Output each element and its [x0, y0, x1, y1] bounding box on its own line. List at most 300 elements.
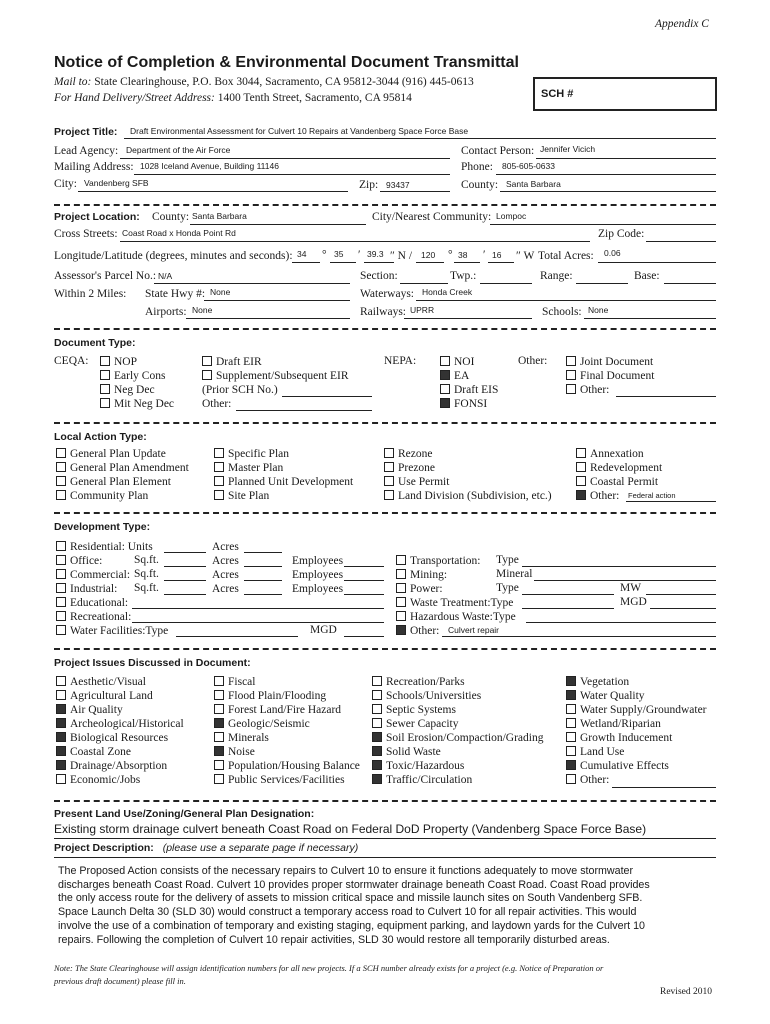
checkbox[interactable]: [56, 476, 66, 486]
checkbox-row[interactable]: [56, 703, 184, 717]
lon-min-field[interactable]: [454, 262, 480, 263]
checkbox-label: Water Facilities:: [70, 625, 146, 637]
employees-field[interactable]: [344, 594, 384, 595]
other-doc-field[interactable]: [616, 396, 716, 397]
checkbox-row[interactable]: [100, 397, 174, 411]
checkbox[interactable]: [214, 676, 224, 686]
checkbox-row[interactable]: [384, 447, 552, 461]
base-field[interactable]: [664, 283, 716, 284]
phone-value: 805-605-0633: [502, 161, 555, 171]
hand-delivery-label: For Hand Delivery/Street Address:: [54, 92, 215, 104]
water-type-field[interactable]: [176, 636, 298, 637]
hwy-label: State Hwy #:: [145, 288, 206, 300]
checkbox-row[interactable]: [566, 773, 707, 787]
zip-code-field[interactable]: [646, 241, 716, 242]
checkbox-label: FONSI: [454, 398, 488, 410]
lead-agency-field[interactable]: [120, 158, 450, 159]
schools-field[interactable]: [584, 318, 716, 319]
checkbox-label: Coastal Permit: [590, 476, 659, 488]
checkbox-label: Traffic/Circulation: [386, 774, 473, 786]
contact-label: Contact Person:: [461, 145, 535, 157]
checkbox-label: Flood Plain/Flooding: [228, 690, 327, 702]
checkbox[interactable]: [372, 704, 382, 714]
checkbox-label: Biological Resources: [70, 732, 169, 744]
checkbox-row[interactable]: [566, 703, 707, 717]
checkbox-label: Soil Erosion/Compaction/Grading: [386, 732, 544, 744]
waste-type-field[interactable]: [522, 608, 614, 609]
checkbox[interactable]: [214, 732, 224, 742]
checkbox-row[interactable]: [214, 759, 360, 773]
cross-streets-value: Coast Road x Honda Point Rd: [122, 228, 236, 238]
hazardous-type-field[interactable]: [526, 622, 716, 623]
land-use-field[interactable]: [54, 838, 716, 839]
section-label: Section:: [360, 270, 398, 282]
checkbox-row[interactable]: [214, 675, 360, 689]
lon-sec-field[interactable]: [488, 262, 514, 263]
checkbox[interactable]: [202, 356, 212, 366]
checkbox[interactable]: [56, 555, 66, 565]
sch-box[interactable]: [533, 77, 717, 111]
checkbox-checked[interactable]: [56, 746, 66, 756]
project-location-label: Project Location:: [54, 211, 140, 223]
checkbox-row[interactable]: [372, 773, 543, 787]
checkbox-checked[interactable]: [566, 760, 576, 770]
checkbox-row[interactable]: [202, 355, 349, 369]
checkbox-label: EA: [454, 370, 470, 382]
checkbox-checked[interactable]: [576, 490, 586, 500]
checkbox-label: General Plan Update: [70, 448, 166, 460]
checkbox-row[interactable]: [566, 675, 707, 689]
checkbox-row[interactable]: [100, 369, 174, 383]
checkbox[interactable]: [576, 448, 586, 458]
checkbox-checked[interactable]: [56, 760, 66, 770]
zip-field[interactable]: [380, 191, 450, 192]
ceqa-other-field[interactable]: [236, 410, 372, 411]
transport-type-label: Type: [496, 554, 519, 566]
checkbox-label: Cumulative Effects: [580, 760, 669, 772]
acres-field[interactable]: [244, 552, 282, 553]
dev-other-field[interactable]: [442, 636, 716, 637]
revised-label: Revised 2010: [660, 987, 712, 997]
checkbox[interactable]: [214, 490, 224, 500]
checkbox[interactable]: [396, 583, 406, 593]
checkbox-row[interactable]: [566, 731, 707, 745]
checkbox-row[interactable]: [56, 717, 184, 731]
checkbox[interactable]: [56, 462, 66, 472]
checkbox-label: Septic Systems: [386, 704, 456, 716]
development-type-label: Development Type:: [54, 521, 151, 533]
checkbox-row[interactable]: [56, 624, 168, 638]
checkbox-label: Coastal Zone: [70, 746, 131, 758]
checkbox-row[interactable]: [56, 540, 168, 554]
lead-agency-value: Department of the Air Force: [126, 145, 231, 155]
other-col: [566, 355, 654, 397]
checkbox-label: Growth Inducement: [580, 732, 673, 744]
checkbox-label: Aesthetic/Visual: [70, 676, 146, 688]
checkbox-row[interactable]: [566, 745, 707, 759]
checkbox[interactable]: [214, 690, 224, 700]
local-action-other-field[interactable]: [626, 501, 716, 502]
checkbox-label: Economic/Jobs: [70, 774, 141, 786]
water-mgd-field[interactable]: [344, 636, 384, 637]
checkbox-row[interactable]: [214, 447, 353, 461]
checkbox-row[interactable]: [372, 759, 543, 773]
hand-delivery-address: 1400 Tenth Street, Sacramento, CA 95814: [217, 92, 412, 104]
checkbox-row[interactable]: [372, 703, 543, 717]
employees-label: Employees: [292, 555, 344, 567]
checkbox-row[interactable]: [100, 383, 174, 397]
railways-label: Railways:: [360, 306, 406, 318]
checkbox-row[interactable]: [56, 675, 184, 689]
mineral-field[interactable]: [534, 580, 716, 581]
issues-col2: [214, 675, 360, 787]
schools-label: Schools:: [542, 306, 582, 318]
description-hint: (please use a separate page if necessary): [162, 842, 359, 854]
checkbox-label: General Plan Amendment: [70, 462, 189, 474]
checkbox-row[interactable]: [576, 461, 662, 475]
location-county-field[interactable]: [190, 224, 366, 225]
checkbox-checked[interactable]: [440, 370, 450, 380]
waterways-field[interactable]: [416, 300, 716, 301]
checkbox[interactable]: [566, 356, 576, 366]
total-acres-field[interactable]: [598, 262, 716, 263]
checkbox[interactable]: [214, 448, 224, 458]
checkbox-label: Draft EIS: [454, 384, 499, 396]
checkbox-checked[interactable]: [56, 732, 66, 742]
checkbox[interactable]: [100, 356, 110, 366]
checkbox[interactable]: [372, 690, 382, 700]
checkbox-row[interactable]: [214, 489, 353, 503]
type-label: Type: [490, 597, 514, 609]
checkbox-row[interactable]: [396, 596, 516, 610]
checkbox[interactable]: [384, 448, 394, 458]
description-line: the only access route for the delivery of assets to mission critical space and missile launch sites on South Vandenberg SFB.: [58, 892, 643, 905]
issues-other-field[interactable]: [612, 787, 716, 788]
checkbox-label: Fiscal: [228, 676, 256, 688]
checkbox-checked[interactable]: [214, 718, 224, 728]
checkbox-row[interactable]: [214, 689, 360, 703]
checkbox[interactable]: [100, 398, 110, 408]
checkbox[interactable]: [100, 384, 110, 394]
checkbox-label: Recreation/Parks: [386, 676, 465, 688]
checkbox[interactable]: [56, 676, 66, 686]
divider: [54, 422, 716, 424]
waterways-value: Honda Creek: [422, 287, 473, 297]
checkbox-row[interactable]: [384, 475, 552, 489]
acres-labels: [212, 540, 239, 596]
city-label: City:: [54, 178, 78, 190]
checkbox-row[interactable]: [372, 717, 543, 731]
checkbox-row[interactable]: [56, 689, 184, 703]
checkbox[interactable]: [566, 774, 576, 784]
commercial-sqft-field[interactable]: [164, 580, 206, 581]
acres-field[interactable]: [244, 566, 282, 567]
checkbox-label: Annexation: [590, 448, 644, 460]
checkbox-label: Commercial:: [70, 569, 131, 581]
checkbox-checked[interactable]: [440, 398, 450, 408]
lon-deg-field[interactable]: [416, 262, 444, 263]
checkbox-row[interactable]: [372, 745, 543, 759]
checkbox-row[interactable]: [566, 717, 707, 731]
note-line: Note: The State Clearinghouse will assign identification numbers for all new projects. If a SCH number already exists for a project (e.g. Notice of Preparation or: [54, 963, 604, 973]
section-field[interactable]: [400, 283, 448, 284]
checkbox[interactable]: [56, 569, 66, 579]
local-action-col3: [384, 447, 552, 503]
checkbox[interactable]: [214, 462, 224, 472]
checkbox-checked[interactable]: [372, 732, 382, 742]
checkbox-checked[interactable]: [56, 718, 66, 728]
checkbox-label: Rezone: [398, 448, 433, 460]
educational-field[interactable]: [132, 608, 384, 609]
recreational-field[interactable]: [132, 622, 384, 623]
checkbox-row[interactable]: [566, 369, 654, 383]
checkbox-row[interactable]: [214, 773, 360, 787]
checkbox-label: Land Use: [580, 746, 625, 758]
prior-sch-label: (Prior SCH No.): [202, 384, 278, 396]
checkbox[interactable]: [440, 356, 450, 366]
description-header: [54, 842, 358, 854]
checkbox[interactable]: [396, 597, 406, 607]
checkbox-row[interactable]: [566, 383, 654, 397]
airports-field[interactable]: [186, 318, 350, 319]
checkbox-row[interactable]: [214, 745, 360, 759]
checkbox[interactable]: [56, 448, 66, 458]
checkbox-checked[interactable]: [214, 746, 224, 756]
checkbox-label: Office:: [70, 555, 103, 567]
land-use-label: Present Land Use/Zoning/General Plan Designation:: [54, 808, 315, 820]
mw-field[interactable]: [646, 594, 716, 595]
project-title-field[interactable]: [124, 138, 716, 139]
power-type-label: Type: [496, 582, 519, 594]
checkbox-checked[interactable]: [372, 746, 382, 756]
description-line: involve the use of a combination of temporary and existing staging, equipment parking, and laydown yards for the Culvert 10: [58, 919, 645, 932]
checkbox[interactable]: [214, 760, 224, 770]
checkbox-checked[interactable]: [566, 676, 576, 686]
mailing-field[interactable]: [134, 174, 450, 175]
location-county-label: County:: [152, 211, 190, 223]
acres-label: Acres: [212, 555, 239, 567]
checkbox-row[interactable]: [56, 461, 189, 475]
apn-value: N/A: [158, 271, 173, 281]
checkbox-row[interactable]: [566, 759, 707, 773]
checkbox-row[interactable]: [56, 773, 184, 787]
description-line: Space Launch Delta 30 (SLD 30) would construct a temporary access road to Culvert 10 for all repair activities. This would: [58, 906, 637, 919]
checkbox-row[interactable]: [440, 383, 498, 397]
type-label: Type: [145, 625, 169, 637]
document-type-label: Document Type:: [54, 337, 136, 349]
community-field[interactable]: [490, 224, 716, 225]
note-line: previous draft document) please fill in.: [54, 976, 186, 986]
cross-streets-field[interactable]: [120, 241, 590, 242]
checkbox[interactable]: [372, 676, 382, 686]
checkbox-row[interactable]: [372, 731, 543, 745]
checkbox[interactable]: [56, 583, 66, 593]
checkbox-row[interactable]: [56, 489, 189, 503]
checkbox-row[interactable]: [56, 745, 184, 759]
office-sqft-label: Sq.ft.: [134, 554, 159, 566]
mail-to-label: Mail to:: [54, 76, 92, 88]
checkbox[interactable]: [384, 476, 394, 486]
checkbox-row[interactable]: [576, 475, 662, 489]
prior-sch-field[interactable]: [282, 396, 372, 397]
checkbox[interactable]: [372, 718, 382, 728]
checkbox[interactable]: [566, 704, 576, 714]
checkbox[interactable]: [56, 490, 66, 500]
lat-deg: 34: [297, 249, 307, 259]
mineral-label: Mineral: [496, 568, 533, 580]
phone-label: Phone:: [461, 161, 493, 173]
checkbox-row[interactable]: [384, 461, 552, 475]
checkbox-checked[interactable]: [396, 625, 406, 635]
acres-field[interactable]: [244, 580, 282, 581]
county-value: Santa Barbara: [506, 179, 561, 189]
checkbox-checked[interactable]: [56, 704, 66, 714]
divider: [54, 512, 716, 514]
checkbox[interactable]: [214, 774, 224, 784]
ceqa-col2: [202, 355, 349, 411]
checkbox-checked[interactable]: [372, 774, 382, 784]
checkbox-label: Mit Neg Dec: [114, 398, 175, 410]
airports-value: None: [192, 305, 213, 315]
employees-field[interactable]: [344, 580, 384, 581]
airports-label: Airports:: [145, 306, 187, 318]
lat-min-field[interactable]: [330, 262, 356, 263]
checkbox[interactable]: [214, 476, 224, 486]
checkbox[interactable]: [202, 370, 212, 380]
ceqa-other-label: Other:: [202, 398, 232, 410]
checkbox[interactable]: [384, 490, 394, 500]
checkbox[interactable]: [440, 384, 450, 394]
checkbox[interactable]: [56, 690, 66, 700]
checkbox[interactable]: [576, 462, 586, 472]
phone-field[interactable]: [496, 174, 716, 175]
checkbox-row[interactable]: [56, 731, 184, 745]
checkbox[interactable]: [56, 611, 66, 621]
total-acres-value: 0.06: [604, 248, 621, 258]
contact-field[interactable]: [536, 158, 716, 159]
waste-mgd-field[interactable]: [650, 608, 716, 609]
sch-label: SCH #: [541, 88, 574, 100]
issues-col4: [566, 675, 707, 787]
checkbox-label: Hazardous Waste:: [410, 611, 493, 623]
checkbox-row[interactable]: [100, 355, 174, 369]
industrial-sqft-field[interactable]: [164, 594, 206, 595]
checkbox[interactable]: [384, 462, 394, 472]
local-action-col2: [214, 447, 353, 503]
checkbox-row[interactable]: [202, 369, 349, 383]
checkbox-row[interactable]: [566, 689, 707, 703]
checkbox-label: Residential: Units: [70, 541, 153, 553]
checkbox-row[interactable]: [214, 703, 360, 717]
clearinghouse-note: [54, 962, 603, 988]
checkbox-row[interactable]: [440, 355, 498, 369]
checkbox-row[interactable]: [372, 689, 543, 703]
checkbox-label: Air Quality: [70, 704, 123, 716]
checkbox[interactable]: [100, 370, 110, 380]
checkbox-checked[interactable]: [372, 760, 382, 770]
checkbox[interactable]: [566, 732, 576, 742]
checkbox[interactable]: [576, 476, 586, 486]
units-field[interactable]: [164, 552, 206, 553]
range-field[interactable]: [576, 283, 628, 284]
checkbox-row[interactable]: [440, 369, 498, 383]
checkbox-row[interactable]: [440, 397, 498, 411]
checkbox[interactable]: [566, 370, 576, 380]
checkbox[interactable]: [56, 774, 66, 784]
checkbox-row[interactable]: [214, 475, 353, 489]
checkbox-row[interactable]: [372, 675, 543, 689]
railways-value: UPRR: [410, 305, 435, 315]
county-field[interactable]: [500, 191, 716, 192]
checkbox[interactable]: [56, 597, 66, 607]
base-label: Base:: [634, 270, 660, 282]
checkbox[interactable]: [214, 704, 224, 714]
checkbox-row[interactable]: [214, 731, 360, 745]
checkbox-row[interactable]: [576, 447, 662, 461]
checkbox[interactable]: [56, 625, 66, 635]
checkbox-row[interactable]: [384, 489, 552, 503]
cross-streets-label: Cross Streets:: [54, 228, 118, 240]
checkbox-label: Master Plan: [228, 462, 284, 474]
acres-label: Acres: [212, 541, 239, 553]
apn-field[interactable]: [154, 283, 350, 284]
checkbox-label: Educational:: [70, 597, 129, 609]
issues-label: Project Issues Discussed in Document:: [54, 657, 251, 669]
checkbox-label: Water Supply/Groundwater: [580, 704, 707, 716]
transport-type-field[interactable]: [522, 566, 716, 567]
checkbox-row[interactable]: [56, 475, 189, 489]
hwy-field[interactable]: [204, 300, 350, 301]
checkbox[interactable]: [56, 541, 66, 551]
checkbox[interactable]: [396, 569, 406, 579]
employees-field[interactable]: [344, 566, 384, 567]
power-type-field[interactable]: [522, 594, 614, 595]
checkbox-checked[interactable]: [566, 690, 576, 700]
acres-field[interactable]: [244, 594, 282, 595]
checkbox-row[interactable]: [214, 717, 360, 731]
checkbox-row[interactable]: [56, 759, 184, 773]
twp-field[interactable]: [480, 283, 532, 284]
checkbox[interactable]: [396, 555, 406, 565]
checkbox-row[interactable]: [566, 355, 654, 369]
checkbox-label: Mining:: [410, 569, 448, 581]
checkbox[interactable]: [396, 611, 406, 621]
lat-sec-field[interactable]: [364, 262, 394, 263]
issues-col1: [56, 675, 184, 787]
checkbox-label: Prezone: [398, 462, 436, 474]
checkbox-row[interactable]: [214, 461, 353, 475]
city-field[interactable]: [78, 191, 348, 192]
lat-deg-symbol: °: [322, 249, 327, 261]
railways-field[interactable]: [404, 318, 532, 319]
description-line: The Proposed Action consists of the necessary repairs to Culvert 10 to ensure it functions adequately to move stormwater: [58, 865, 634, 877]
checkbox-row[interactable]: [56, 447, 189, 461]
checkbox-label: Noise: [228, 746, 255, 758]
checkbox[interactable]: [566, 384, 576, 394]
range-label: Range:: [540, 270, 573, 282]
water-mgd-label: MGD: [310, 624, 337, 636]
checkbox-label: Public Services/Facilities: [228, 774, 345, 786]
checkbox-label: Wetland/Riparian: [580, 718, 661, 730]
checkbox[interactable]: [566, 746, 576, 756]
ceqa-col1: [100, 355, 174, 411]
community-label: City/Nearest Community:: [372, 211, 492, 223]
zip-value: 93437: [386, 180, 410, 190]
checkbox[interactable]: [566, 718, 576, 728]
checkbox-row[interactable]: [396, 610, 516, 624]
lat-deg-field[interactable]: [292, 262, 320, 263]
office-sqft-field[interactable]: [164, 566, 206, 567]
